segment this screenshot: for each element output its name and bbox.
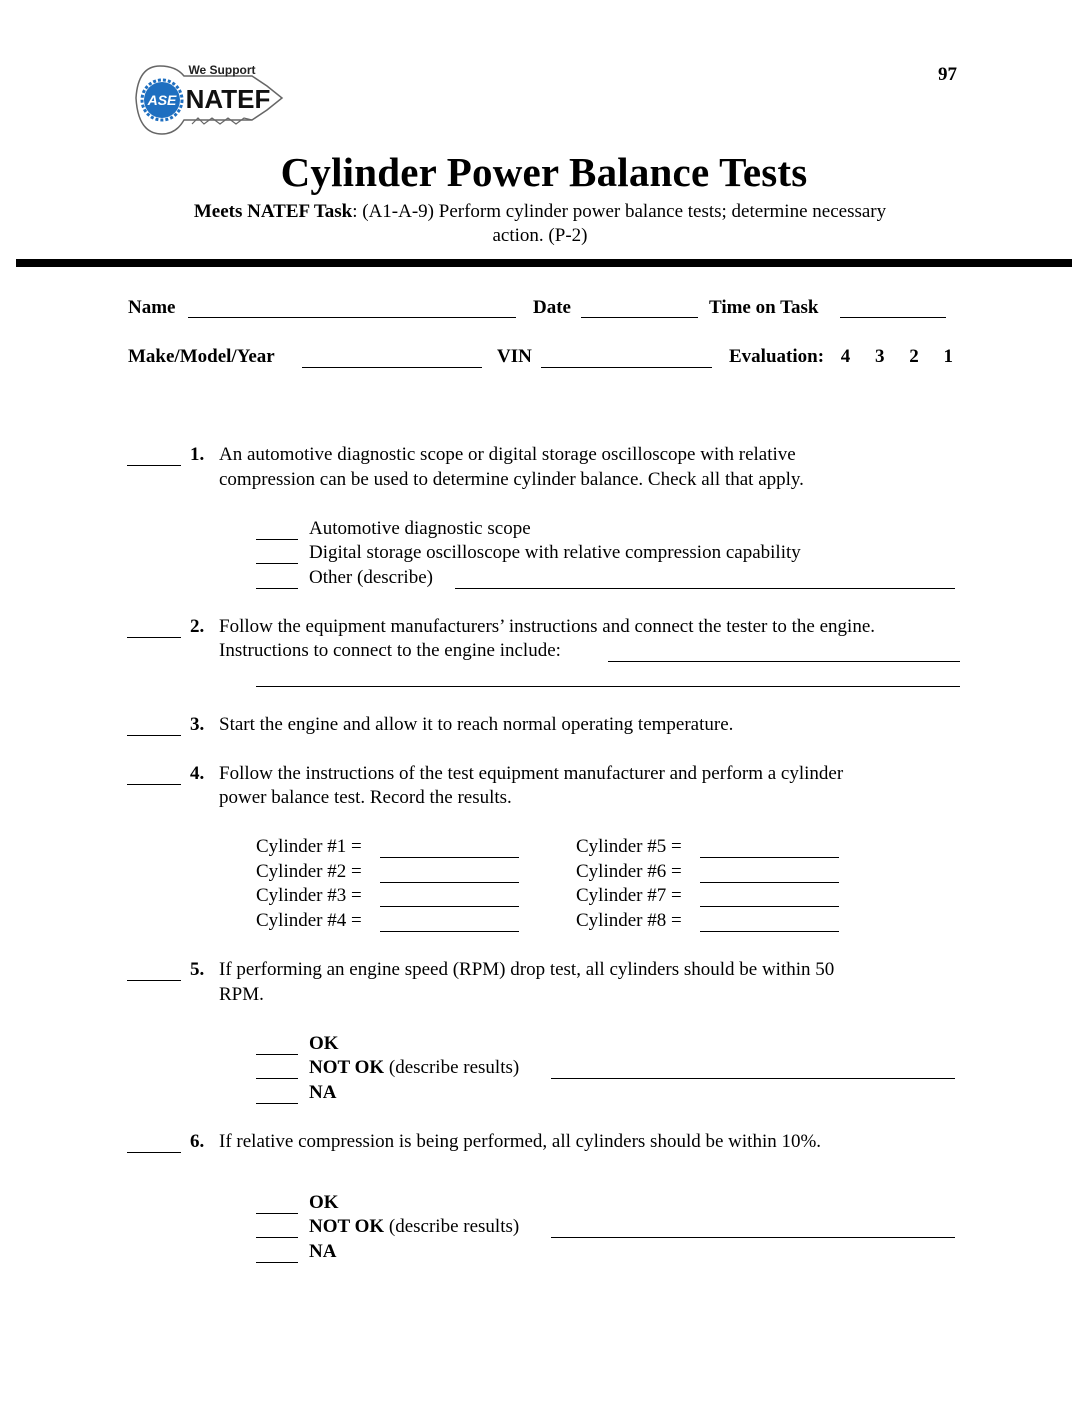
key-logo-icon [132, 58, 292, 140]
q2-text-line1: Follow the equipment manufacturers’ instructions and connect the tester to the engine. [219, 616, 876, 637]
cylinder-7-input[interactable] [700, 906, 839, 907]
page-number: 97 [938, 64, 957, 85]
make-model-year-field [128, 346, 275, 368]
q2-check-blank[interactable] [127, 637, 181, 638]
q6-text-line1: If relative compression is being performed, all cylinders should be within 10%. [219, 1131, 822, 1152]
cylinder-1-input[interactable] [380, 857, 519, 858]
evaluation-option-4[interactable]: 4 [840, 346, 851, 367]
page-title: Cylinder Power Balance Tests [280, 149, 808, 195]
evaluation-label: Evaluation: [729, 346, 825, 367]
cylinder-2-input[interactable] [380, 882, 519, 883]
q6-number: 6. [190, 1131, 205, 1152]
q1-text-line2: compression can be used to determine cylinder balance. Check all that apply. [219, 469, 804, 490]
cylinder-1-label: Cylinder #1 = [256, 836, 362, 857]
evaluation-field [729, 346, 953, 368]
cylinder-3-label: Cylinder #3 = [256, 885, 362, 906]
time-on-task-label: Time on Task [709, 297, 819, 318]
q6-ok-label: OK [309, 1192, 339, 1213]
date-input[interactable] [581, 317, 698, 318]
evaluation-option-1[interactable]: 1 [943, 346, 954, 367]
make-model-year-input[interactable] [302, 367, 482, 368]
cylinder-5-input[interactable] [700, 857, 839, 858]
q1-text-line1: An automotive diagnostic scope or digital storage oscilloscope with relative [219, 444, 796, 465]
time-on-task-input[interactable] [840, 317, 946, 318]
vin-field [497, 346, 532, 368]
q6-ok-blank[interactable] [256, 1213, 298, 1214]
q5-na-label: NA [309, 1082, 337, 1103]
task-text-line2: action. (P-2) [492, 225, 588, 246]
q1-option1-blank[interactable] [256, 539, 298, 540]
q5-na-blank[interactable] [256, 1103, 298, 1104]
natef-logo [132, 58, 292, 140]
cylinder-4-label: Cylinder #4 = [256, 910, 362, 931]
q2-number: 2. [190, 616, 205, 637]
q1-other-describe-input[interactable] [455, 588, 955, 589]
task-text-line1: : (A1-A-9) Perform cylinder power balance tests; determine necessary [352, 201, 887, 222]
cylinder-4-input[interactable] [380, 931, 519, 932]
make-model-year-label: Make/Model/Year [128, 346, 275, 367]
q3-text-line1: Start the engine and allow it to reach normal operating temperature. [219, 714, 734, 735]
cylinder-8-input[interactable] [700, 931, 839, 932]
date-label: Date [533, 297, 571, 318]
name-label: Name [128, 297, 176, 318]
svg-text:NATEF: NATEF [185, 84, 271, 114]
header-divider [16, 259, 1072, 267]
evaluation-option-2[interactable]: 2 [909, 346, 919, 367]
natef-task-description [130, 200, 950, 248]
q1-option3-blank[interactable] [256, 588, 298, 589]
cylinder-5-label: Cylinder #5 = [576, 836, 682, 857]
q5-not-ok-blank[interactable] [256, 1078, 298, 1079]
q1-number: 1. [190, 444, 205, 465]
q1-option1-label: Automotive diagnostic scope [309, 518, 531, 539]
q5-ok-blank[interactable] [256, 1054, 298, 1055]
q6-describe-results-input[interactable] [551, 1237, 955, 1238]
q2-instructions-input-line2[interactable] [256, 686, 960, 687]
q6-check-blank[interactable] [127, 1152, 181, 1153]
vin-label: VIN [497, 346, 532, 367]
cylinder-6-input[interactable] [700, 882, 839, 883]
q4-check-blank[interactable] [127, 784, 181, 785]
q5-check-blank[interactable] [127, 980, 181, 981]
q5-ok-label: OK [309, 1033, 339, 1054]
vin-input[interactable] [541, 367, 712, 368]
q6-na-label: NA [309, 1241, 337, 1262]
task-label: Meets NATEF Task [193, 201, 353, 222]
q4-text-line2: power balance test. Record the results. [219, 787, 512, 808]
time-on-task-field [709, 297, 818, 319]
q4-number: 4. [190, 763, 205, 784]
cylinder-7-label: Cylinder #7 = [576, 885, 682, 906]
q4-text-line1: Follow the instructions of the test equipment manufacturer and perform a cylinder [219, 763, 844, 784]
cylinder-3-input[interactable] [380, 906, 519, 907]
q5-describe-results-input[interactable] [551, 1078, 955, 1079]
q1-check-blank[interactable] [127, 465, 181, 466]
q2-instructions-input-line1[interactable] [608, 661, 960, 662]
svg-text:ASE: ASE [147, 92, 177, 108]
date-field [533, 297, 571, 319]
svg-text:We Support: We Support [188, 63, 256, 77]
name-input[interactable] [188, 317, 516, 318]
cylinder-6-label: Cylinder #6 = [576, 861, 682, 882]
q5-text-line2: RPM. [219, 984, 264, 1005]
evaluation-option-3[interactable]: 3 [875, 346, 885, 367]
q6-not-ok-blank[interactable] [256, 1237, 298, 1238]
q6-na-blank[interactable] [256, 1262, 298, 1263]
name-field [128, 297, 175, 319]
q5-not-ok-label: NOT OK (describe results) [309, 1057, 520, 1078]
q3-check-blank[interactable] [127, 735, 181, 736]
q2-text-line2: Instructions to connect to the engine include: [219, 640, 561, 661]
q5-number: 5. [190, 959, 205, 980]
q6-not-ok-label: NOT OK (describe results) [309, 1216, 520, 1237]
q3-number: 3. [190, 714, 205, 735]
q5-text-line1: If performing an engine speed (RPM) drop test, all cylinders should be within 50 [219, 959, 835, 980]
cylinder-2-label: Cylinder #2 = [256, 861, 362, 882]
q1-option2-label: Digital storage oscilloscope with relative compression capability [309, 542, 801, 563]
cylinder-8-label: Cylinder #8 = [576, 910, 682, 931]
q1-option3-label: Other (describe) [309, 567, 433, 588]
q1-option2-blank[interactable] [256, 563, 298, 564]
